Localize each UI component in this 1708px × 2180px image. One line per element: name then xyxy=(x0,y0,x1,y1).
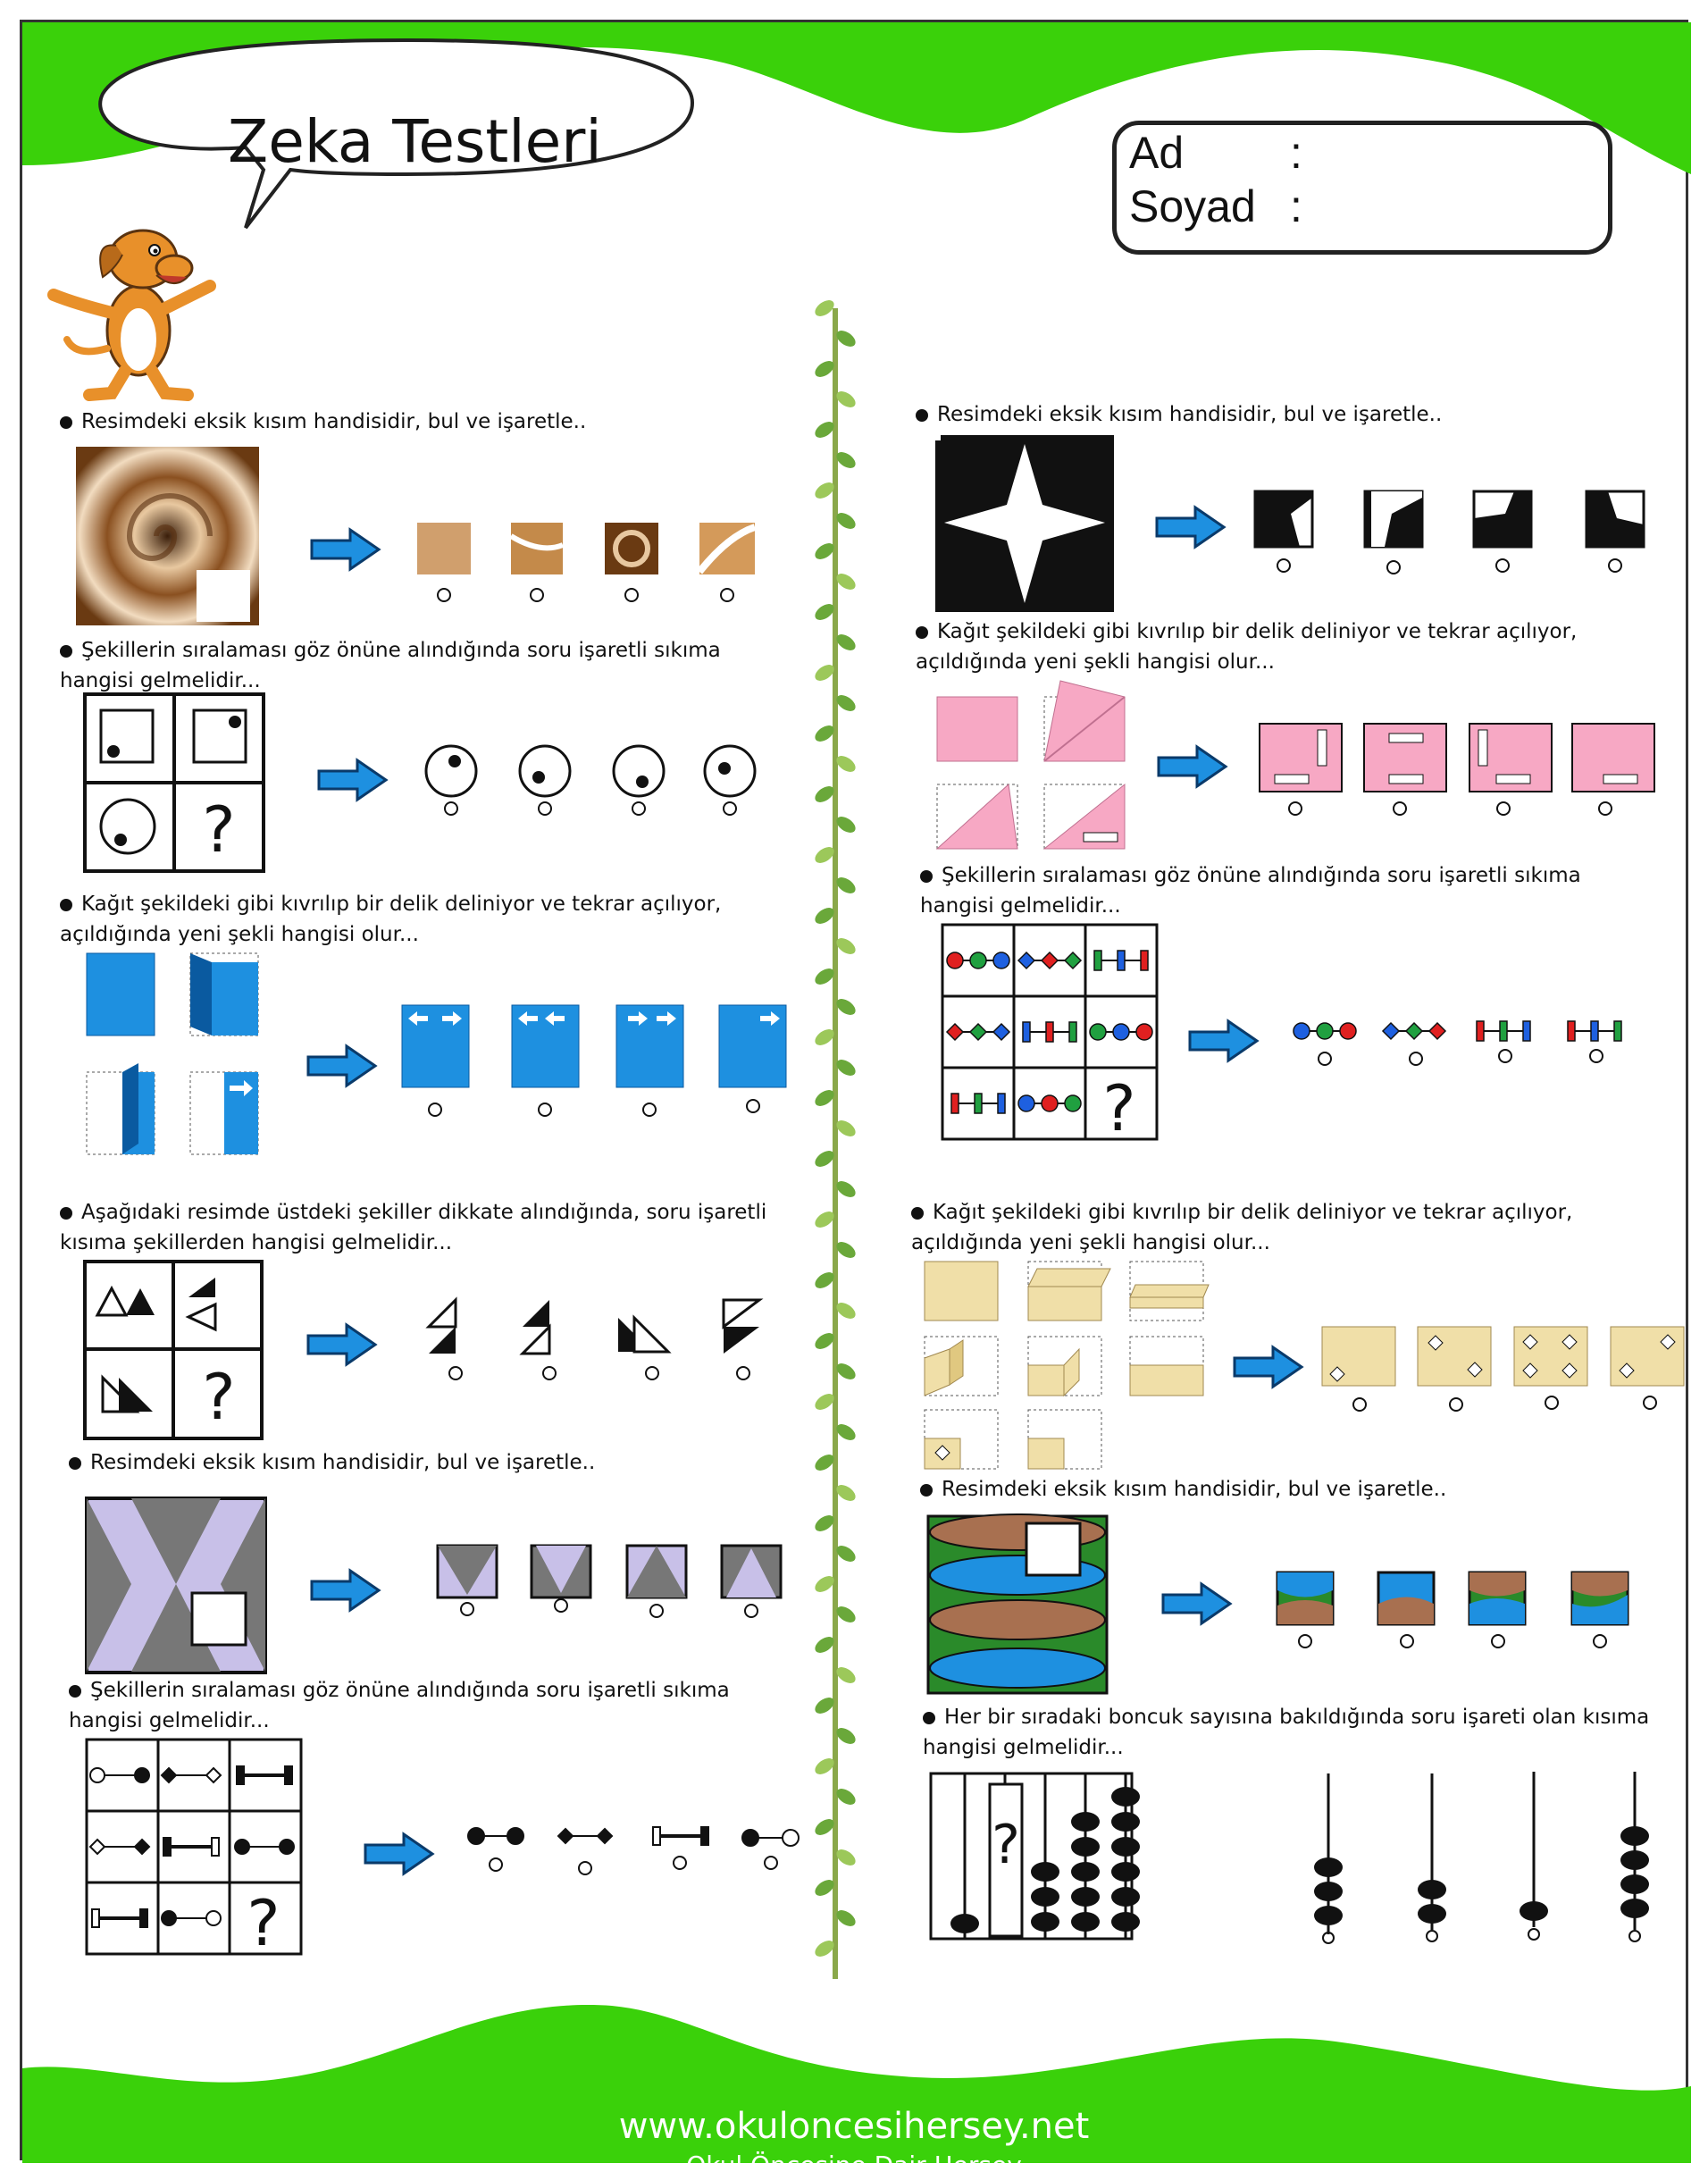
answer-options-star[interactable] xyxy=(1251,487,1662,585)
vine-leaf xyxy=(833,752,858,775)
vine-leaf xyxy=(812,783,837,805)
question-left-2: Şekillerin sıralaması göz önüne alındığında soru işaretli sıkıma hangisi gelmelidir... xyxy=(60,639,721,692)
vine-leaf xyxy=(812,1208,837,1230)
vine-leaf xyxy=(812,1694,837,1716)
arrow-icon xyxy=(306,1322,378,1367)
question-right-1: Resimdeki eksik kısım handisidir, bul ve işaretle.. xyxy=(916,399,1442,430)
answer-options-blue-paper[interactable] xyxy=(398,1001,800,1135)
vine-leaf xyxy=(833,1481,858,1504)
vine-leaf xyxy=(812,357,837,380)
arrow-icon xyxy=(1157,744,1228,789)
hourglass-image xyxy=(85,1497,272,1675)
vine-leaf xyxy=(812,297,837,319)
vine-leaf xyxy=(812,418,837,440)
bead xyxy=(1523,1021,1530,1041)
question-right-2: Kağıt şekildeki gibi kıvrılıp bir delik deliniyor ve tekrar açılıyor, açıldığında yeni şekli hangisi olur... xyxy=(916,620,1578,674)
vine-leaf xyxy=(812,1937,837,1959)
vine-leaf xyxy=(812,1512,837,1534)
vine-leaf xyxy=(812,1390,837,1413)
swirl-image xyxy=(76,447,264,625)
answer-options-swirl[interactable] xyxy=(406,518,782,616)
bead xyxy=(1340,1023,1356,1039)
vine-leaf xyxy=(833,1299,858,1321)
vine-leaf xyxy=(812,1026,837,1048)
vine-leaf xyxy=(812,1086,837,1109)
bead xyxy=(1500,1021,1507,1041)
bead xyxy=(1568,1021,1575,1041)
arrow-icon xyxy=(364,1832,435,1876)
question-left-6: Şekillerin sıralaması göz önüne alındığında soru işaretli sıkıma hangisi gelmelidir... xyxy=(69,1679,730,1732)
bead xyxy=(1136,1024,1152,1040)
vine-leaf xyxy=(833,388,858,410)
answer-options-pink-paper[interactable] xyxy=(1255,719,1684,826)
vine-leaf xyxy=(833,813,858,835)
answer-options-abacus[interactable] xyxy=(1291,1765,1666,1943)
bead xyxy=(993,952,1009,968)
paper-fold-tan xyxy=(923,1260,1218,1474)
arrow-icon xyxy=(310,527,381,572)
vine-leaf xyxy=(812,904,837,926)
answer-options-triangles[interactable] xyxy=(420,1291,777,1389)
vine-leaf xyxy=(812,1451,837,1473)
vine-leaf xyxy=(833,449,858,471)
paper-fold-blue xyxy=(85,952,290,1166)
answer-options-tan-paper[interactable] xyxy=(1318,1322,1693,1421)
arrow-icon xyxy=(310,1568,381,1613)
bead xyxy=(1141,951,1148,970)
question-left-4: Aşağıdaki resimde üstdeki şekiller dikkate alındığında, soru işaretli kısıma şekillerden hangisi gelmelidir... xyxy=(60,1201,767,1254)
vine-leaf xyxy=(833,1664,858,1686)
vine-leaf xyxy=(833,327,858,349)
vine-leaf xyxy=(812,1633,837,1656)
vine-leaf xyxy=(833,1785,858,1807)
bead xyxy=(970,952,986,968)
bead xyxy=(1023,1022,1030,1042)
vine-leaf xyxy=(812,661,837,683)
bead xyxy=(1018,1095,1034,1111)
vine-divider xyxy=(808,299,862,1988)
vine-leaf xyxy=(833,631,858,653)
vine-leaf xyxy=(812,600,837,623)
vine-leaf xyxy=(812,1329,837,1352)
triangle-puzzle xyxy=(83,1260,271,1443)
vine-leaf xyxy=(833,570,858,592)
dog-mascot-icon xyxy=(40,205,219,402)
bead xyxy=(1042,1095,1058,1111)
vine-leaf xyxy=(833,1907,858,1929)
bead xyxy=(1317,1023,1333,1039)
bead xyxy=(1383,1023,1399,1039)
question-right-6: Her bir sıradaki boncuk sayısına bakıldığında soru işareti olan kısıma hangisi gelmelidir... xyxy=(923,1706,1650,1759)
vine-leaf xyxy=(833,1724,858,1747)
vine-leaf xyxy=(833,1238,858,1261)
svg-text:?: ? xyxy=(202,793,236,867)
question-right-5: Resimdeki eksik kısım handisidir, bul ve işaretle.. xyxy=(920,1474,1446,1505)
bead xyxy=(1069,1022,1076,1042)
bead xyxy=(1614,1021,1621,1041)
footer-url[interactable]: www.okuloncesihersey.net xyxy=(618,2106,1090,2147)
vine-leaf xyxy=(812,843,837,866)
shapes-sequence-grid xyxy=(85,1738,308,1961)
bead xyxy=(1294,1023,1310,1039)
answer-options-hourglass[interactable] xyxy=(420,1541,795,1639)
vine-leaf xyxy=(833,874,858,896)
vine-leaf xyxy=(812,1572,837,1595)
arrow-icon xyxy=(317,758,389,802)
vine-leaf xyxy=(833,1603,858,1625)
ellipses-image xyxy=(926,1514,1114,1698)
question-left-3: Kağıt şekildeki gibi kıvrılıp bir delik deliniyor ve tekrar açılıyor, açıldığında yeni şekli hangisi olur... xyxy=(60,893,722,946)
worksheet-page xyxy=(20,20,1688,2180)
vine-leaf xyxy=(833,1056,858,1078)
arrow-icon xyxy=(1188,1019,1260,1063)
answer-options-ellipses[interactable] xyxy=(1273,1568,1666,1666)
bead xyxy=(1046,1022,1053,1042)
vine-leaf xyxy=(812,540,837,562)
bead xyxy=(1591,1021,1598,1041)
vine-leaf xyxy=(812,722,837,744)
bead xyxy=(947,952,963,968)
bead xyxy=(1118,951,1125,970)
footer-tagline: Okul Öncesine Dair Herşey xyxy=(686,2151,1022,2180)
vine-leaf xyxy=(833,509,858,532)
vine-leaf xyxy=(812,1269,837,1291)
vine-leaf xyxy=(833,935,858,957)
bead xyxy=(1477,1021,1484,1041)
vine-leaf xyxy=(833,1360,858,1382)
name-box xyxy=(1112,121,1612,255)
arrow-icon xyxy=(1155,505,1227,549)
svg-text:?: ? xyxy=(1102,1072,1136,1145)
arrow-icon xyxy=(306,1044,378,1088)
bead xyxy=(1090,1024,1106,1040)
question-right-4: Kağıt şekildeki gibi kıvrılıp bir delik deliniyor ve tekrar açılıyor, açıldığında yeni şekli hangisi olur... xyxy=(911,1201,1573,1254)
surname-label: Soyad : xyxy=(1129,181,1302,231)
vine-leaf xyxy=(833,1178,858,1200)
star-image xyxy=(934,433,1121,616)
vine-leaf xyxy=(833,1542,858,1564)
abacus-image xyxy=(929,1765,1161,1943)
bead xyxy=(951,1094,959,1113)
vine-leaf xyxy=(833,1117,858,1139)
name-label: Ad : xyxy=(1129,128,1302,178)
bead xyxy=(998,1094,1005,1113)
vine-leaf xyxy=(833,1846,858,1868)
vine-leaf xyxy=(833,692,858,714)
vine-leaf xyxy=(812,1755,837,1777)
page-title: Zeka Testleri xyxy=(228,107,602,176)
vine-leaf xyxy=(833,995,858,1018)
bead xyxy=(975,1094,982,1113)
svg-text:?: ? xyxy=(247,1887,280,1960)
answer-options-dots[interactable] xyxy=(415,742,773,831)
vine-leaf xyxy=(812,479,837,501)
vine-leaf xyxy=(812,965,837,987)
question-left-1: Resimdeki eksik kısım handisidir, bul ve işaretle.. xyxy=(60,407,586,437)
svg-text:?: ? xyxy=(202,1361,236,1434)
question-right-3: Şekillerin sıralaması göz önüne alındığında soru işaretli sıkıma hangisi gelmelidir... xyxy=(920,864,1581,918)
grid-dots-puzzle xyxy=(83,692,271,876)
answer-options-beads[interactable] xyxy=(1282,1010,1657,1081)
beads-sequence-grid xyxy=(941,923,1164,1146)
arrow-icon xyxy=(1161,1581,1233,1626)
arrow-icon xyxy=(1233,1345,1304,1389)
bead xyxy=(1094,951,1101,970)
paper-fold-pink xyxy=(935,679,1141,853)
svg-text:?: ? xyxy=(992,1814,1020,1876)
vine-leaf xyxy=(833,1421,858,1443)
question-left-5: Resimdeki eksik kısım handisidir, bul ve işaretle.. xyxy=(69,1447,595,1478)
answer-options-shapes[interactable] xyxy=(460,1809,817,1899)
bead xyxy=(1429,1023,1445,1039)
bead xyxy=(1406,1023,1422,1039)
bead xyxy=(1065,1095,1081,1111)
vine-leaf xyxy=(812,1147,837,1170)
bead xyxy=(1113,1024,1129,1040)
